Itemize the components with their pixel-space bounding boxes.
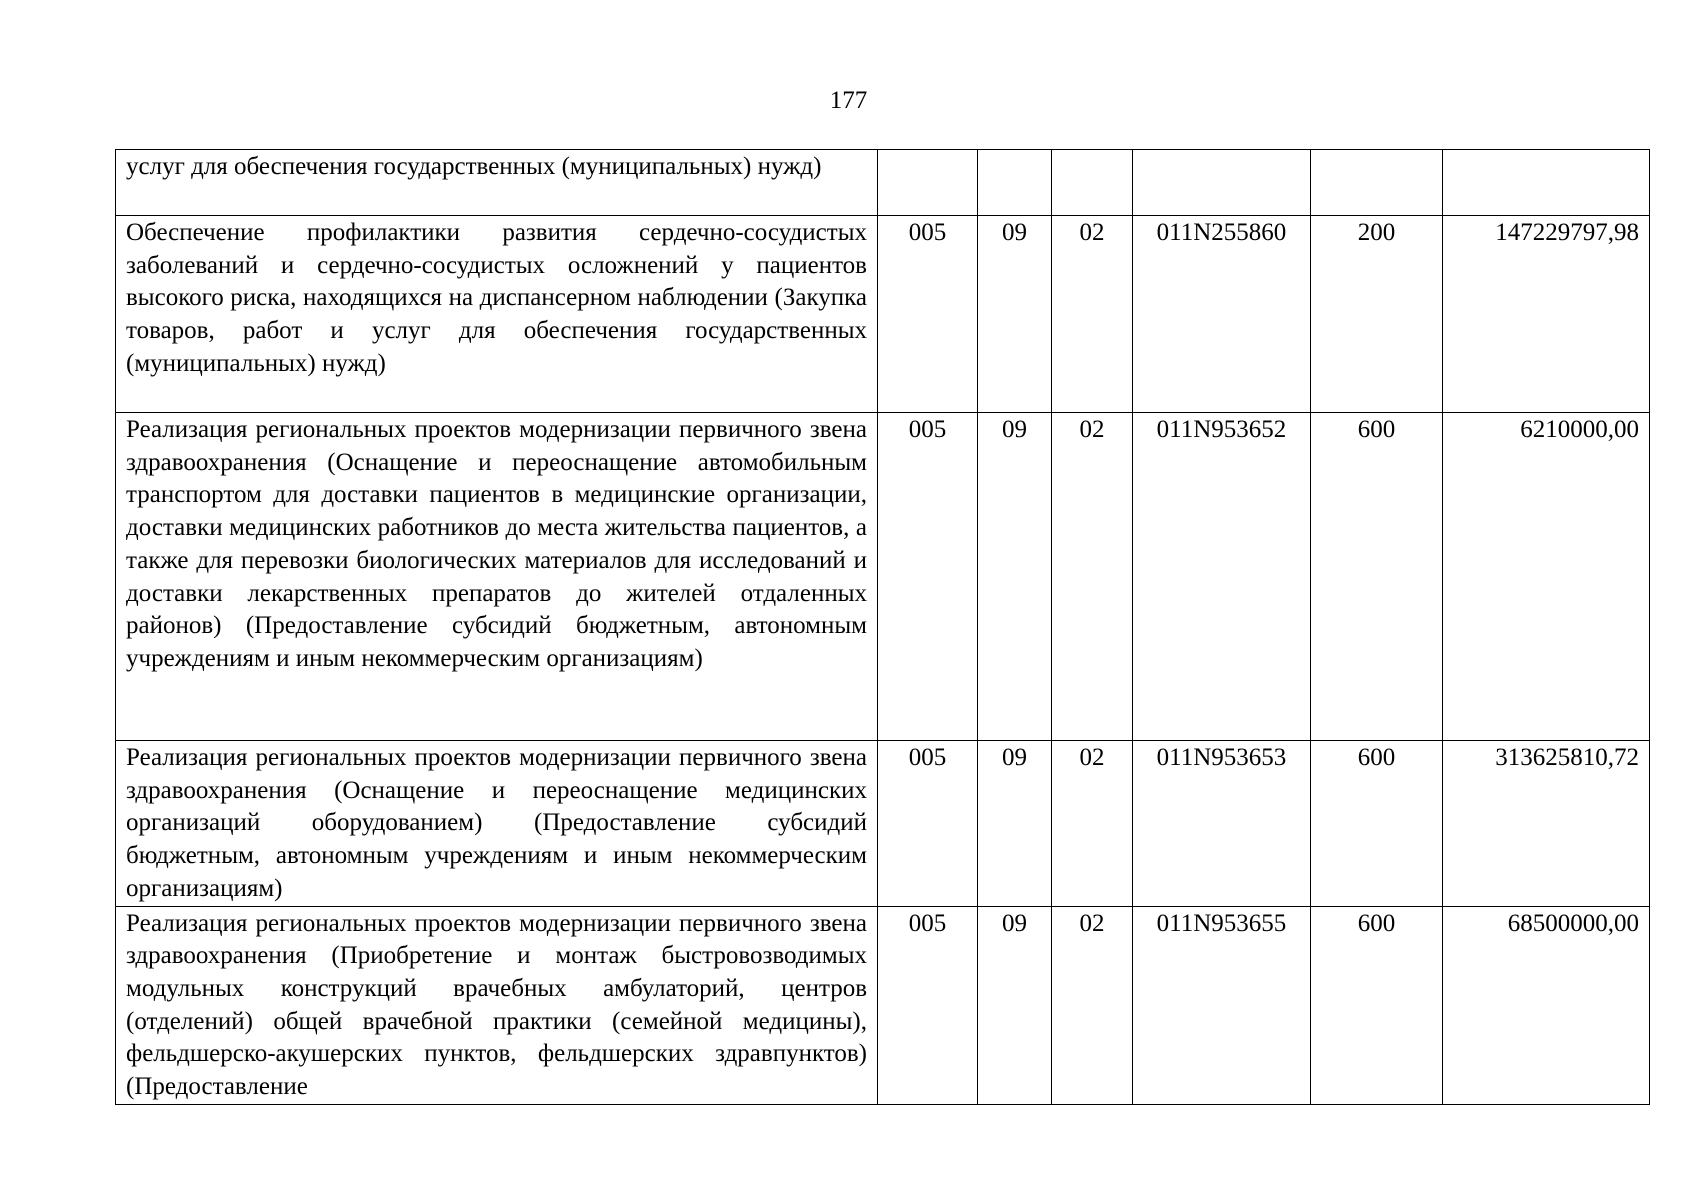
subsection-code: 02 — [1052, 216, 1133, 413]
subsection-code: 02 — [1052, 741, 1133, 907]
expense-type-code: 600 — [1311, 741, 1443, 907]
budget-table — [115, 149, 1650, 1105]
section-code: 09 — [978, 906, 1052, 1104]
ministry-code — [878, 150, 978, 216]
expense-description: Реализация региональных проектов модернизации первичного звена здравоохранения (Оснащение и переоснащение автомобильным транспортом для доставки пациентов в медицинские организации, доставки медицинских работников до места жительства пациентов, а также для перевозки биологических материалов для исследований и доставки лекарственных препаратов до жителей отдаленных районов) (Предоставление субсидий бюджетным, автономным учреждениям и иным некоммерческим организациям) — [116, 413, 878, 741]
ministry-code: 005 — [878, 413, 978, 741]
target-article-code: 011N953653 — [1133, 741, 1311, 907]
expense-type-code: 600 — [1311, 906, 1443, 1104]
expense-description: Реализация региональных проектов модернизации первичного звена здравоохранения (Оснащение и переоснащение медицинских организаций оборудованием) (Предоставление субсидий бюджетным, автономным учреждениям и иным некоммерческим организациям) — [116, 741, 878, 907]
target-article-code — [1133, 150, 1311, 216]
amount: 68500000,00 — [1443, 906, 1650, 1104]
table-row — [116, 216, 1650, 413]
ministry-code: 005 — [878, 741, 978, 907]
target-article-code: 011N953652 — [1133, 413, 1311, 741]
amount: 313625810,72 — [1443, 741, 1650, 907]
subsection-code: 02 — [1052, 906, 1133, 1104]
expense-description: Обеспечение профилактики развития сердечно-сосудистых заболеваний и сердечно-сосудистых осложнений у пациентов высокого риска, находящихся на диспансерном наблюдении (Закупка товаров, работ и услуг для обеспечения государственных (муниципальных) нужд) — [116, 216, 878, 413]
section-code: 09 — [978, 216, 1052, 413]
table-row — [116, 741, 1650, 907]
section-code — [978, 150, 1052, 216]
subsection-code: 02 — [1052, 413, 1133, 741]
expense-type-code — [1311, 150, 1443, 216]
table-row — [116, 413, 1650, 741]
section-code: 09 — [978, 741, 1052, 907]
amount: 6210000,00 — [1443, 413, 1650, 741]
page-number: 177 — [829, 87, 868, 114]
amount — [1443, 150, 1650, 216]
target-article-code: 011N255860 — [1133, 216, 1311, 413]
target-article-code: 011N953655 — [1133, 906, 1311, 1104]
subsection-code — [1052, 150, 1133, 216]
table-row — [116, 906, 1650, 1104]
section-code: 09 — [978, 413, 1052, 741]
table-row — [116, 150, 1650, 216]
expense-type-code: 200 — [1311, 216, 1443, 413]
expense-description: Реализация региональных проектов модернизации первичного звена здравоохранения (Приобретение и монтаж быстровозводимых модульных конструкций врачебных амбулаторий, центров (отделений) общей врачебной практики (семейной медицины), фельдшерско-акушерских пунктов, фельдшерских здравпунктов) (Предоставление — [116, 906, 878, 1104]
amount: 147229797,98 — [1443, 216, 1650, 413]
expense-description: услуг для обеспечения государственных (муниципальных) нужд) — [116, 150, 878, 216]
ministry-code: 005 — [878, 906, 978, 1104]
ministry-code: 005 — [878, 216, 978, 413]
expense-type-code: 600 — [1311, 413, 1443, 741]
